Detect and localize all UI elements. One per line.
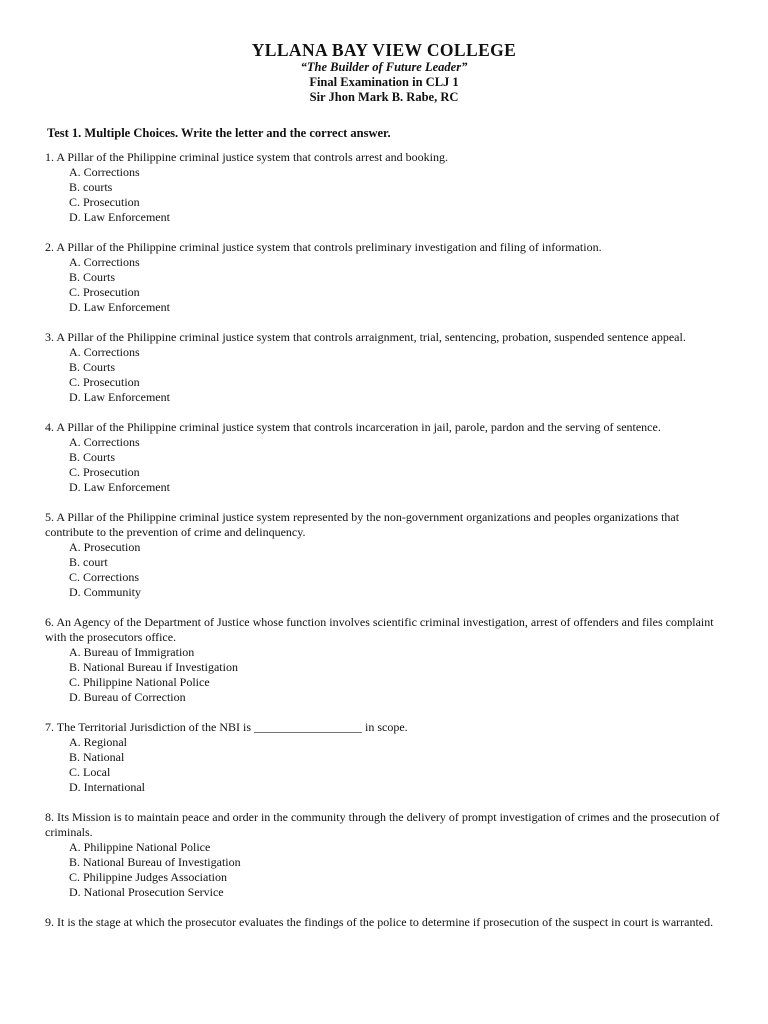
exam-title: Final Examination in CLJ 1 bbox=[309, 75, 459, 89]
question-item bbox=[45, 420, 725, 495]
question-text: 6. An Agency of the Department of Justice whose function involves scientific criminal investigation, arrest of offenders and files complaint with the prosecutors office. bbox=[45, 615, 714, 644]
choice-option: A. Regional bbox=[69, 735, 127, 749]
choice-list bbox=[45, 165, 725, 225]
choice-option: B. Courts bbox=[69, 270, 116, 284]
question-item bbox=[45, 720, 725, 795]
choice-option: A. Bureau of Immigration bbox=[69, 645, 195, 659]
choice-option: B. National Bureau if Investigation bbox=[69, 660, 238, 674]
choice-list bbox=[45, 645, 725, 705]
choice-option: B. Courts bbox=[69, 450, 116, 464]
choice-list bbox=[45, 255, 725, 315]
choice-option: C. Prosecution bbox=[69, 375, 140, 389]
question-text: 5. A Pillar of the Philippine criminal justice system represented by the non-government organizations and peoples organizations that contribute to the prevention of crime and delinquency. bbox=[45, 510, 680, 539]
choice-option: D. National Prosecution Service bbox=[69, 885, 224, 899]
question-item bbox=[45, 810, 725, 900]
choice-option: A. Prosecution bbox=[69, 540, 141, 554]
choice-option: D. Bureau of Correction bbox=[69, 690, 186, 704]
choice-option: C. Corrections bbox=[69, 570, 139, 584]
choice-option: B. National Bureau of Investigation bbox=[69, 855, 241, 869]
question-text: 4. A Pillar of the Philippine criminal justice system that controls incarceration in jail, parole, pardon and the serving of sentence. bbox=[45, 420, 661, 434]
choice-list bbox=[45, 735, 725, 795]
choice-option: C. Philippine National Police bbox=[69, 675, 210, 689]
choice-option: C. Philippine Judges Association bbox=[69, 870, 228, 884]
question-text: 8. Its Mission is to maintain peace and order in the community through the delivery of prompt investigation of crimes and the prosecution of criminals. bbox=[45, 810, 720, 839]
choice-option: D. Law Enforcement bbox=[69, 390, 170, 404]
choice-option: B. court bbox=[69, 555, 108, 569]
choice-option: D. Law Enforcement bbox=[69, 210, 170, 224]
question-text: 7. The Territorial Jurisdiction of the NBI is __________________ in scope. bbox=[45, 720, 408, 734]
question-item bbox=[45, 915, 725, 930]
choice-option: D. Law Enforcement bbox=[69, 300, 170, 314]
choice-option: A. Philippine National Police bbox=[69, 840, 211, 854]
question-text: 1. A Pillar of the Philippine criminal justice system that controls arrest and booking. bbox=[45, 150, 448, 164]
teacher-name: Sir Jhon Mark B. Rabe, RC bbox=[309, 90, 459, 104]
question-item bbox=[45, 330, 725, 405]
question-item bbox=[45, 150, 725, 225]
question-item bbox=[45, 240, 725, 315]
document-header bbox=[0, 40, 768, 105]
choice-option: A. Corrections bbox=[69, 435, 140, 449]
choice-option: B. National bbox=[69, 750, 125, 764]
choice-list bbox=[45, 540, 725, 600]
choice-list bbox=[45, 840, 725, 900]
choice-option: C. Local bbox=[69, 765, 111, 779]
choice-option: C. Prosecution bbox=[69, 285, 140, 299]
choice-option: B. courts bbox=[69, 180, 113, 194]
question-item bbox=[45, 510, 725, 600]
choice-option: A. Corrections bbox=[69, 345, 140, 359]
choice-option: D. Law Enforcement bbox=[69, 480, 170, 494]
question-text: 2. A Pillar of the Philippine criminal justice system that controls preliminary investigation and filing of information. bbox=[45, 240, 602, 254]
choice-option: D. Community bbox=[69, 585, 142, 599]
choice-option: C. Prosecution bbox=[69, 195, 140, 209]
question-text: 3. A Pillar of the Philippine criminal justice system that controls arraignment, trial, sentencing, probation, suspended sentence appeal. bbox=[45, 330, 686, 344]
question-item bbox=[45, 615, 725, 705]
choice-option: D. International bbox=[69, 780, 145, 794]
test-instructions: Test 1. Multiple Choices. Write the letter and the correct answer. bbox=[47, 126, 391, 140]
question-list bbox=[45, 150, 725, 945]
choice-option: B. Courts bbox=[69, 360, 116, 374]
choice-list bbox=[45, 435, 725, 495]
choice-option: C. Prosecution bbox=[69, 465, 140, 479]
school-motto: “The Builder of Future Leader” bbox=[300, 60, 468, 74]
question-text: 9. It is the stage at which the prosecutor evaluates the findings of the police to determine if prosecution of the suspect in court is warranted. bbox=[45, 915, 714, 929]
choice-list bbox=[45, 345, 725, 405]
choice-option: A. Corrections bbox=[69, 165, 140, 179]
school-name: YLLANA BAY VIEW COLLEGE bbox=[251, 40, 517, 60]
choice-option: A. Corrections bbox=[69, 255, 140, 269]
